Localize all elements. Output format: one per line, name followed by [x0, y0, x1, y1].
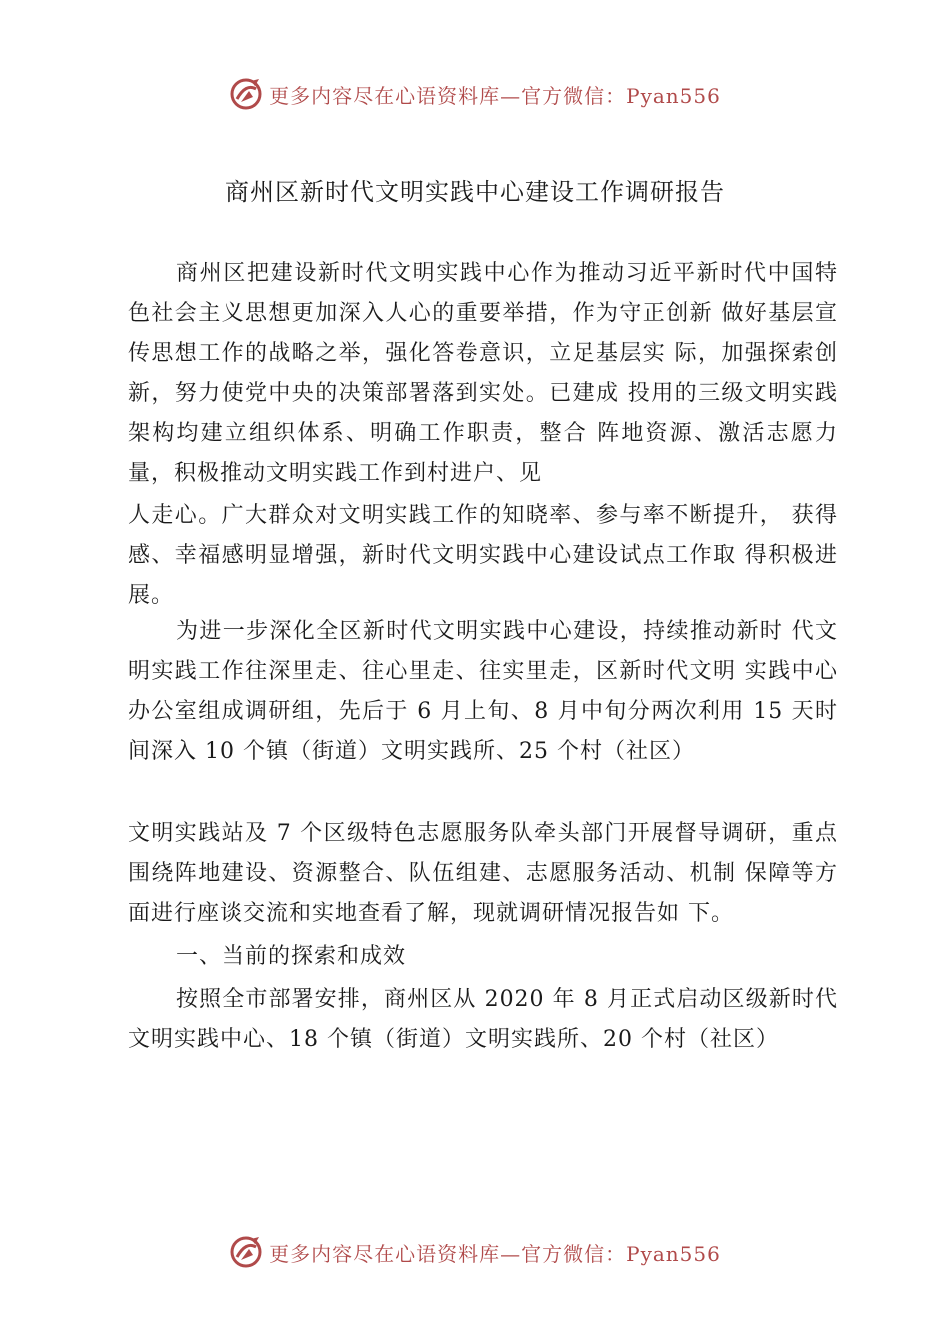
logo-icon	[229, 1235, 263, 1269]
paragraph-5: 按照全市部署安排，商州区从 2020 年 8 月正式启动区级新时代文明实践中心、18 个镇（街道）文明实践所、20 个村（社区）	[128, 987, 838, 1052]
section-heading-1: 一、当前的探索和成效	[176, 944, 407, 969]
watermark-text: 更多内容尽在心语资料库—官方微信：Pyan556	[269, 83, 721, 108]
paragraph-4: 文明实践站及 7 个区级特色志愿服务队牵头部门开展督导调研，重点围绕阵地建设、资源整合、队伍组建、志愿服务活动、机制 保障等方面进行座谈交流和实地查看了解，现就调研情况报告如 下。	[128, 821, 838, 926]
paragraph-1: 商州区把建设新时代文明实践中心作为推动习近平新时代中国特色社会主义思想更加深入人心的重要举措，作为守正创新 做好基层宣传思想工作的战略之举，强化答卷意识，立足基层实 际，加强探索创新，努力使党中央的决策部署落到实处。已建成 投用的三级文明实践架构均建立组织体系、明确工作职责，整合 阵地资源、激活志愿力量，积极推动文明实践工作到村进户、见	[128, 261, 838, 486]
watermark-banner-top	[0, 74, 950, 114]
watermark-text: 更多内容尽在心语资料库—官方微信：Pyan556	[269, 1241, 721, 1266]
watermark-banner-bottom	[0, 1232, 950, 1272]
paragraph-3: 为进一步深化全区新时代文明实践中心建设，持续推动新时 代文明实践工作往深里走、往心里走、往实里走，区新时代文明 实践中心办公室组成调研组，先后于 6 月上旬、8 月中旬分两次利用 15 天时间深入 10 个镇（街道）文明实践所、25 个村（社区）	[128, 619, 838, 764]
document-title: 商州区新时代文明实践中心建设工作调研报告	[225, 178, 725, 206]
paragraph-2: 人走心。广大群众对文明实践工作的知晓率、参与率不断提升， 获得感、幸福感明显增强，新时代文明实践中心建设试点工作取 得积极进展。	[128, 503, 838, 608]
logo-icon	[229, 77, 263, 111]
